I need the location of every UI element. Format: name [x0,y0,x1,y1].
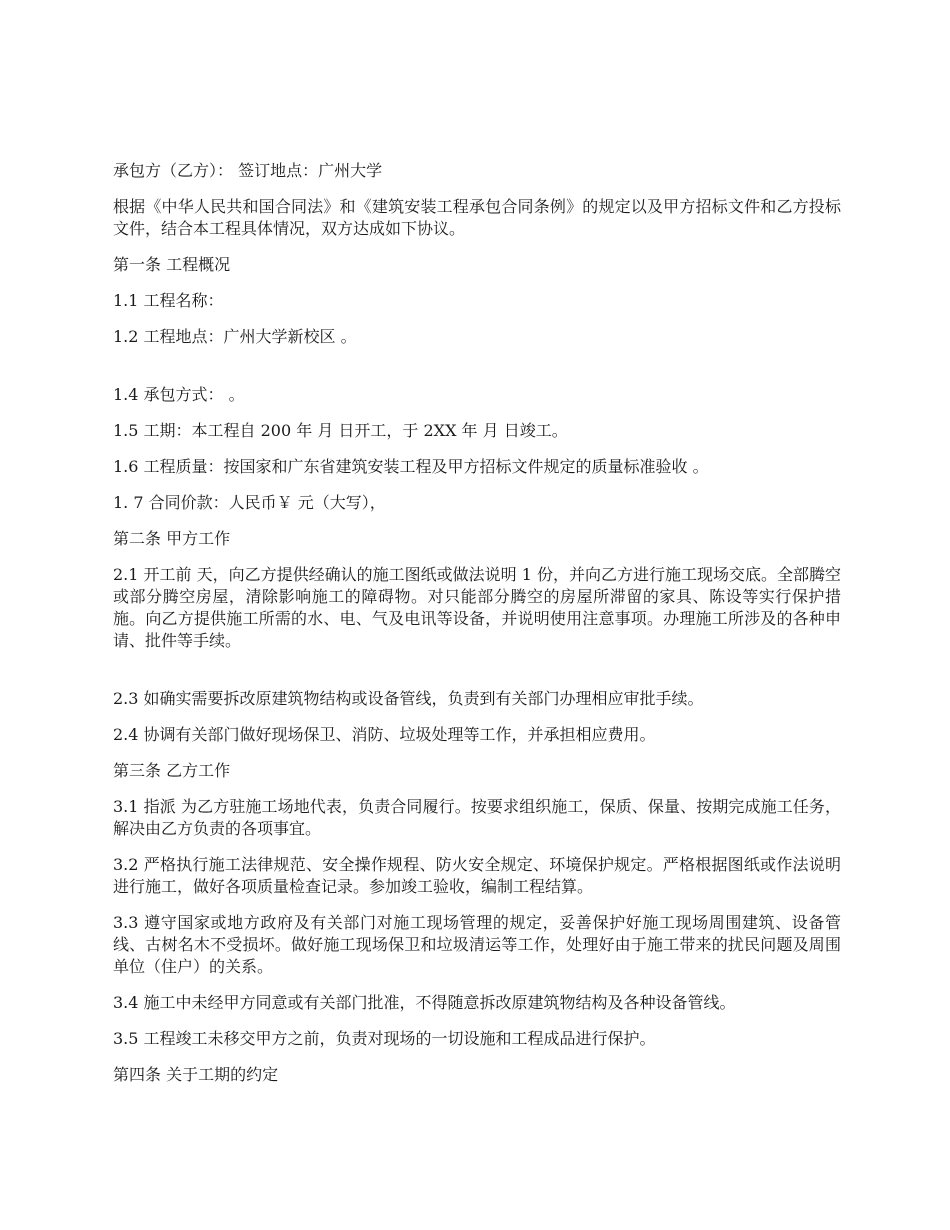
clause-2-1: 2.1 开工前 天，向乙方提供经确认的施工图纸或做法说明 1 份，并向乙方进行施工现场交底。全部腾空或部分腾空房屋，清除影响施工的障碍物。对只能部分腾空的房屋所滞留的家具、陈设等实行保护措施。向乙方提供施工所需的水、电、气及电讯等设备，并说明使用注意事项。办理施工所涉及的各种申请、批件等手续。 [113,565,841,650]
clause-1-4: 1.4 承包方式： 。 [113,385,245,404]
contractor-signing-place-line: 承包方（乙方）： 签订地点：广州大学 [113,161,383,180]
blank-gap [113,362,841,384]
clause-3-5: 3.5 工程竣工未移交甲方之前，负责对现场的一切设施和工程成品进行保护。 [113,1029,656,1048]
blank-gap [113,666,841,688]
clause-3-4: 3.4 施工中未经甲方同意或有关部门批准，不得随意拆改原建筑物结构及各种设备管线。 [113,993,736,1012]
clause-3-2: 3.2 严格执行施工法律规范、安全操作规程、防火安全规定、环境保护规定。严格根据图纸或作法说明进行施工，做好各项质量检查记录。参加竣工验收，编制工程结算。 [113,855,841,896]
article-1-heading: 第一条 工程概况 [113,255,231,274]
preamble-paragraph: 根据《中华人民共和国合同法》和《建筑安装工程承包合同条例》的规定以及甲方招标文件和乙方投标文件，结合本工程具体情况，双方达成如下协议。 [113,197,841,238]
article-3-heading: 第三条 乙方工作 [113,761,231,780]
article-4-heading: 第四条 关于工期的约定 [113,1065,279,1084]
clause-1-1: 1.1 工程名称： [113,291,224,310]
clause-2-4: 2.4 协调有关部门做好现场保卫、消防、垃圾处理等工作，并承担相应费用。 [113,725,656,744]
article-2-heading: 第二条 甲方工作 [113,529,231,548]
clause-1-5: 1.5 工期：本工程自 200 年 月 日开工，于 2XX 年 月 日竣工。 [113,421,568,440]
document-page [113,160,841,1100]
clause-1-2: 1.2 工程地点：广州大学新校区 。 [113,327,357,346]
clause-3-1: 3.1 指派 为乙方驻施工场地代表，负责合同履行。按要求组织施工，保质、保量、按期完成施工任务，解决由乙方负责的各项事宜。 [113,797,841,838]
clause-3-3: 3.3 遵守国家或地方政府及有关部门对施工现场管理的规定，妥善保护好施工现场周围建筑、设备管线、古树名木不受损坏。做好施工现场保卫和垃圾清运等工作，处理好由于施工带来的扰民问题及周围单位（住户）的关系。 [113,913,841,976]
clause-1-7: 1. 7 合同价款：人民币￥ 元（大写）， [113,493,386,512]
clause-1-6: 1.6 工程质量：按国家和广东省建筑安装工程及甲方招标文件规定的质量标准验收 。 [113,457,709,476]
clause-2-3: 2.3 如确实需要拆改原建筑物结构或设备管线，负责到有关部门办理相应审批手续。 [113,689,704,708]
